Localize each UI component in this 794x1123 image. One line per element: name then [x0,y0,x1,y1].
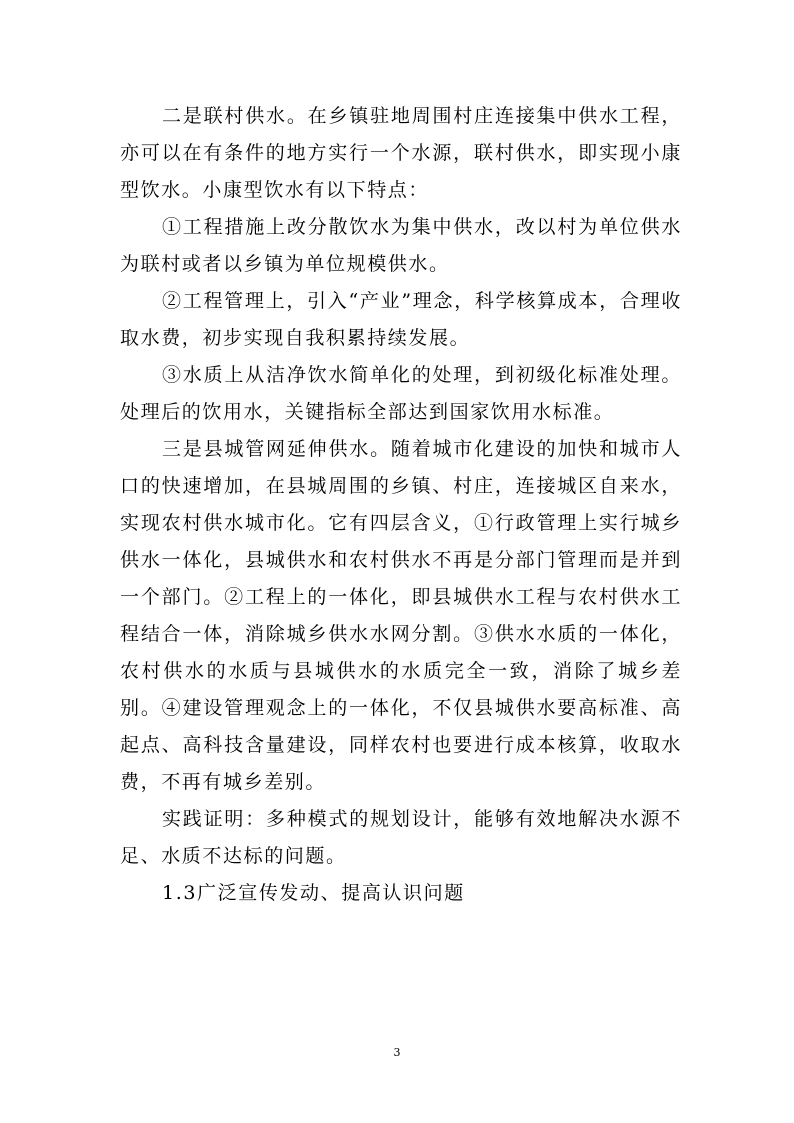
section-heading-1-3: 1.3广泛宣传发动、提高认识问题 [162,882,465,904]
paragraph-county-network-supply: 三是县城管网延伸供水。随着城市化建设的加快和城市人口的快速增加，在县城周围的乡镇、村庄，连接城区自来水，实现农村供水城市化。它有四层含义，①行政管理上实行城乡供水一体化，县城供水和农村供水不再是分部门管理而是并到一个部门。②工程上的一体化，即县城供水工程与农村供水工程结合一体，消除城乡供水水网分割。③供水水质的一体化，农村供水的水质与县城供水的水质完全一致，消除了城乡差别。④建设管理观念上的一体化，不仅县城供水要高标准、高起点、高科技含量建设，同样农村也要进行成本核算，收取水费，不再有城乡差别。 [120,438,682,793]
paragraph-feature-1: ①工程措施上改分散饮水为集中供水，改以村为单位供水为联村或者以乡镇为单位规模供水。 [120,216,682,275]
document-body [120,98,682,912]
paragraph-feature-3: ③水质上从洁净饮水简单化的处理，到初级化标准处理。处理后的饮用水，关键指标全部达到国家饮用水标准。 [120,364,682,423]
paragraph-practice-proof: 实践证明：多种模式的规划设计，能够有效地解决水源不足、水质不达标的问题。 [120,808,682,867]
paragraph-lianchun-water-supply: 二是联村供水。在乡镇驻地周围村庄连接集中供水工程，亦可以在有条件的地方实行一个水源，联村供水，即实现小康型饮水。小康型饮水有以下特点： [120,105,682,201]
paragraph-feature-2: ②工程管理上，引入“产业”理念，科学核算成本，合理收取水费，初步实现自我积累持续发展。 [120,290,682,349]
page-number: 3 [393,1046,401,1059]
